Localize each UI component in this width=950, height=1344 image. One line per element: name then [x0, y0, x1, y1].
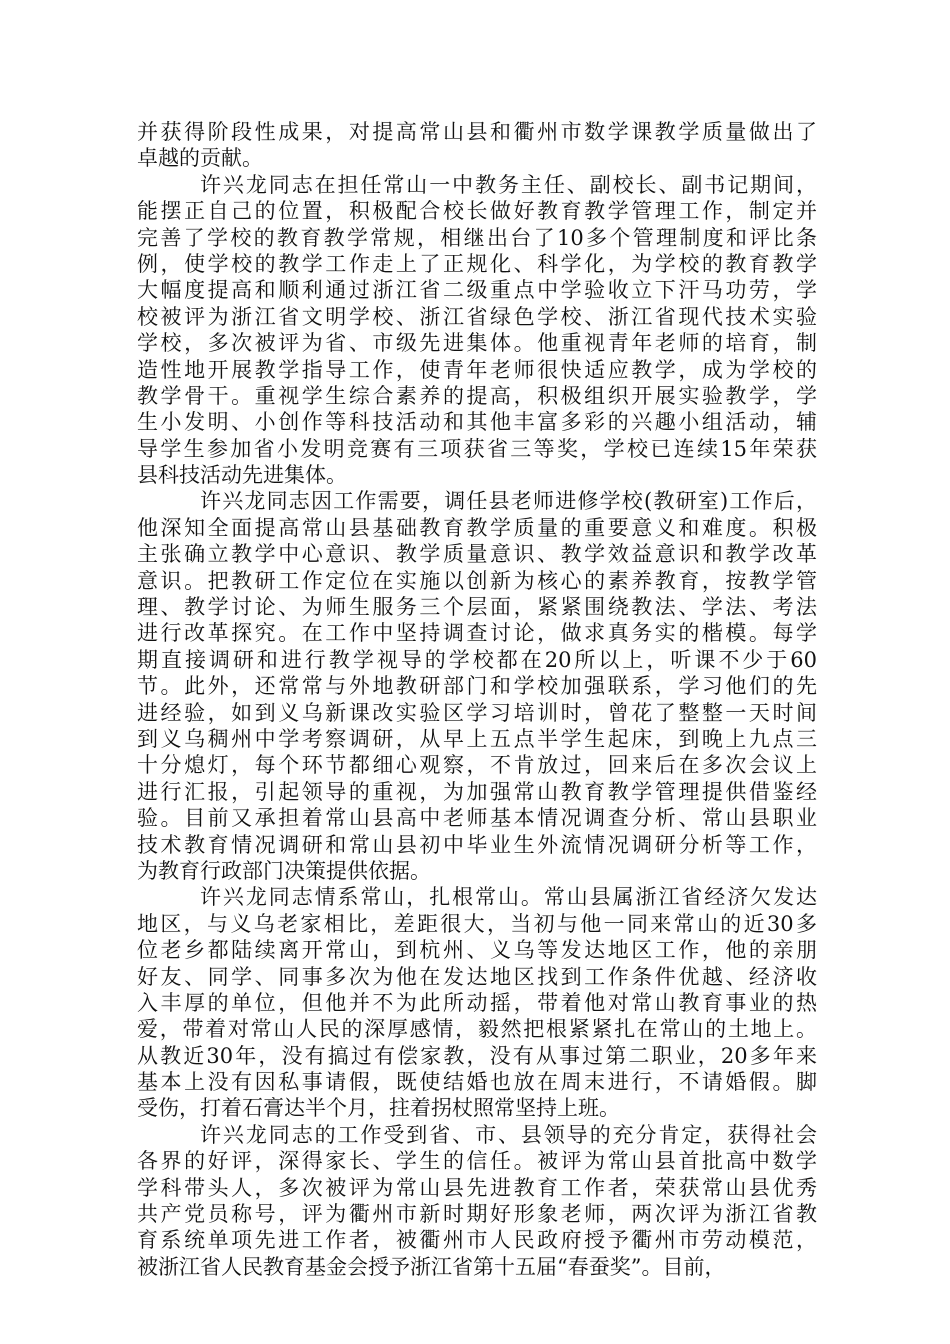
text-line: 共产党员称号，评为衢州市新时期好形象老师，两次评为浙江省教 [137, 1202, 817, 1227]
text-line: 造性地开展教学指导工作，使青年老师很快适应教学，成为学校的 [137, 357, 817, 382]
text-line: 学校，多次被评为省、市级先进集体。他重视青年老师的培育，制 [137, 331, 817, 356]
text-line: 验。目前又承担着常山县高中老师基本情况调查分析、常山县职业 [137, 806, 817, 831]
text-line: 完善了学校的教育教学常规，相继出台了10多个管理制度和评比条 [137, 225, 817, 250]
text-line: 县科技活动先进集体。 [137, 463, 347, 488]
text-line: 被浙江省人民教育基金会授予浙江省第十五届“春蚕奖”。目前， [137, 1254, 726, 1279]
text-line: 基本上没有因私事请假，既使结婚也放在周末进行，不请婚假。脚 [137, 1070, 817, 1095]
paragraph [137, 884, 817, 1122]
text-line: 校被评为浙江省文明学校、浙江省绿色学校、浙江省现代技术实验 [137, 304, 817, 329]
text-line: 入丰厚的单位，但他并不为此所动摇，带着他对常山教育事业的热 [137, 990, 817, 1015]
paragraph [137, 488, 817, 884]
text-line: 技术教育情况调研和常山县初中毕业生外流情况调研分析等工作， [137, 832, 817, 857]
text-line: 许兴龙同志的工作受到省、市、县领导的充分肯定，获得社会 [200, 1122, 817, 1147]
text-line: 各界的好评，深得家长、学生的信任。被评为常山县首批高中数学 [137, 1149, 817, 1174]
text-line: 他深知全面提高常山县基础教育教学质量的重要意义和难度。积极 [137, 515, 817, 540]
text-line: 主张确立教学中心意识、教学质量意识、教学效益意识和教学改革 [137, 542, 817, 567]
text-line: 理、教学讨论、为师生服务三个层面，紧紧围绕教法、学法、考法 [137, 595, 817, 620]
text-line: 并获得阶段性成果，对提高常山县和衢州市数学课教学质量做出了 [137, 120, 817, 144]
paragraph [137, 1122, 817, 1280]
text-line: 节。此外，还常常与外地教研部门和学校加强联系，学习他们的先 [137, 674, 817, 699]
document-body [137, 119, 817, 1280]
text-line: 育系统单项先进工作者，被衢州市人民政府授予衢州市劳动模范， [137, 1228, 817, 1253]
text-line: 意识。把教研工作定位在实施以创新为核心的素养教育，按教学管 [137, 568, 817, 593]
text-line: 例，使学校的教学工作走上了正规化、科学化，为学校的教育教学 [137, 251, 817, 276]
text-line: 能摆正自己的位置，积极配合校长做好教育教学管理工作，制定并 [137, 199, 817, 224]
text-line: 位老乡都陆续离开常山，到杭州、义乌等发达地区工作，他的亲朋 [137, 938, 817, 963]
text-line: 学科带头人，多次被评为常山县先进教育工作者，荣获常山县优秀 [137, 1175, 817, 1200]
text-line: 为教育行政部门决策提供依据。 [137, 858, 431, 883]
text-line: 十分熄灯，每个环节都细心观察，不肯放过，回来后在多次会议上 [137, 753, 817, 778]
text-line: 进经验，如到义乌新课改实验区学习培训时，曾花了整整一天时间 [137, 700, 817, 725]
paragraph [137, 119, 817, 172]
text-line: 期直接调研和进行教学视导的学校都在20所以上，听课不少于60 [137, 647, 817, 672]
text-line: 许兴龙同志因工作需要，调任县老师进修学校(教研室)工作后， [200, 489, 817, 514]
text-line: 从教近30年，没有搞过有偿家教，没有从事过第二职业，20多年来 [137, 1043, 817, 1068]
text-line: 许兴龙同志在担任常山一中教务主任、副校长、副书记期间， [200, 172, 817, 197]
text-line: 爱，带着对常山人民的深厚感情，毅然把根紧紧扎在常山的土地上。 [137, 1017, 817, 1042]
text-line: 卓越的贡献。 [137, 146, 263, 171]
text-line: 地区，与义乌老家相比，差距很大，当初与他一同来常山的近30多 [137, 911, 817, 936]
text-line: 进行改革探究。在工作中坚持调查讨论，做求真务实的楷模。每学 [137, 621, 817, 646]
text-line: 到义乌稠州中学考察调研，从早上五点半学生起床，到晚上九点三 [137, 726, 817, 751]
text-line: 生小发明、小创作等科技活动和其他丰富多彩的兴趣小组活动，辅 [137, 410, 817, 435]
text-line: 受伤，打着石膏达半个月，拄着拐杖照常坚持上班。 [137, 1096, 620, 1121]
text-line: 许兴龙同志情系常山，扎根常山。常山县属浙江省经济欠发达 [200, 885, 817, 910]
text-line: 进行汇报，引起领导的重视，为加强常山教育教学管理提供借鉴经 [137, 779, 817, 804]
text-line: 好友、同学、同事多次为他在发达地区找到工作条件优越、经济收 [137, 964, 817, 989]
paragraph [137, 172, 817, 489]
text-line: 大幅度提高和顺利通过浙江省二级重点中学验收立下汗马功劳，学 [137, 278, 817, 303]
text-line: 导学生参加省小发明竞赛有三项获省三等奖，学校已连续15年荣获 [137, 436, 817, 461]
text-line: 教学骨干。重视学生综合素养的提高，积极组织开展实验教学，学 [137, 383, 817, 408]
